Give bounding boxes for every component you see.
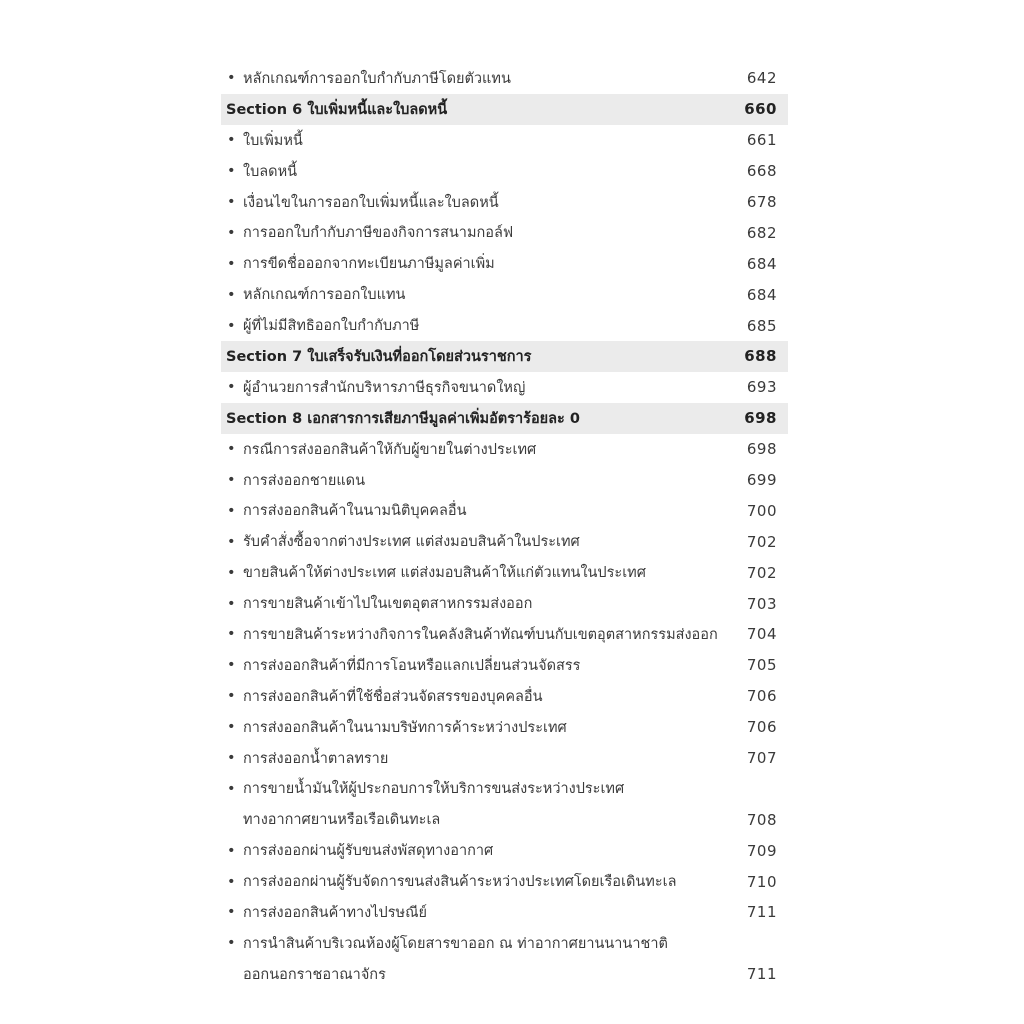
- toc-section-heading[interactable]: [221, 341, 788, 372]
- toc-entry-label: Section 8 เอกสารการเสียภาษีมูลค่าเพิ่มอัตราร้อยละ 0: [226, 410, 580, 427]
- bullet-icon: •: [227, 286, 236, 303]
- toc-entry-label: ผู้อำนวยการสำนักบริหารภาษีธุรกิจขนาดใหญ่: [243, 379, 526, 396]
- toc-entry-label: การส่งออกสินค้าในนามบริษัทการค้าระหว่างประเทศ: [243, 719, 567, 736]
- toc-item[interactable]: [221, 63, 788, 94]
- toc-entry-label: การนำสินค้าบริเวณห้องผู้โดยสารขาออก ณ ท่าอากาศยานนานาชาติ: [243, 935, 668, 952]
- toc-item[interactable]: [221, 712, 788, 743]
- toc-entry-label: การส่งออกสินค้าที่มีการโอนหรือแลกเปลี่ยนส่วนจัดสรร: [243, 657, 581, 674]
- toc-entry-label: ออกนอกราชอาณาจักร: [243, 966, 386, 983]
- toc-entry-label: Section 6 ใบเพิ่มหนี้และใบลดหนี้: [226, 101, 448, 118]
- toc-item[interactable]: [221, 310, 788, 341]
- bullet-icon: •: [227, 70, 236, 87]
- toc-page-number: 642: [746, 69, 777, 88]
- toc-page-number: 709: [746, 841, 777, 860]
- toc-entry-label: การส่งออกสินค้าที่ใช้ชื่อส่วนจัดสรรของบุคคลอื่น: [243, 688, 543, 705]
- toc-item[interactable]: [221, 835, 788, 866]
- bullet-icon: •: [227, 719, 236, 736]
- toc-item[interactable]: [221, 248, 788, 279]
- toc-page-number: 693: [746, 378, 777, 397]
- toc-page-number: 688: [744, 347, 777, 366]
- toc-entry-label: การขายสินค้าระหว่างกิจการในคลังสินค้าทัณฑ์บนกับเขตอุตสาหกรรมส่งออก: [243, 626, 718, 643]
- table-of-contents: [221, 63, 788, 990]
- toc-entry-label: การออกใบกำกับภาษีของกิจการสนามกอล์ฟ: [243, 225, 514, 242]
- toc-item[interactable]: [221, 773, 788, 804]
- toc-page-number: 685: [746, 316, 777, 335]
- toc-entry-label: ทางอากาศยานหรือเรือเดินทะเล: [243, 812, 441, 829]
- toc-page-number: 711: [746, 965, 777, 984]
- toc-entry-label: การขายน้ำมันให้ผู้ประกอบการให้บริการขนส่งระหว่างประเทศ: [243, 781, 625, 798]
- toc-item[interactable]: [221, 465, 788, 496]
- bullet-icon: •: [227, 317, 236, 334]
- toc-page-number: 698: [746, 440, 777, 459]
- toc-page-number: 705: [746, 656, 777, 675]
- bullet-icon: •: [227, 224, 236, 241]
- toc-item-continuation[interactable]: [221, 804, 788, 835]
- bullet-icon: •: [227, 935, 236, 952]
- toc-item[interactable]: [221, 279, 788, 310]
- bullet-icon: •: [227, 688, 236, 705]
- toc-page-number: 703: [746, 594, 777, 613]
- bullet-icon: •: [227, 564, 236, 581]
- bullet-icon: •: [227, 780, 236, 797]
- toc-entry-label: ผู้ที่ไม่มีสิทธิออกใบกำกับภาษี: [243, 318, 420, 335]
- toc-page-number: 706: [746, 687, 777, 706]
- toc-page-number: 704: [746, 625, 777, 644]
- bullet-icon: •: [227, 472, 236, 489]
- toc-entry-label: กรณีการส่งออกสินค้าให้กับผู้ขายในต่างประเทศ: [243, 441, 537, 458]
- toc-page-number: 684: [746, 254, 777, 273]
- toc-item[interactable]: [221, 866, 788, 897]
- toc-item[interactable]: [221, 156, 788, 187]
- toc-item[interactable]: [221, 743, 788, 774]
- bullet-icon: •: [227, 533, 236, 550]
- toc-page-number: 698: [744, 409, 777, 428]
- toc-item[interactable]: [221, 619, 788, 650]
- toc-entry-label: การส่งออกผ่านผู้รับจัดการขนส่งสินค้าระหว่างประเทศโดยเรือเดินทะเล: [243, 874, 677, 891]
- toc-item[interactable]: [221, 557, 788, 588]
- bullet-icon: •: [227, 842, 236, 859]
- toc-entry-label: ขายสินค้าให้ต่างประเทศ แต่ส่งมอบสินค้าให้แก่ตัวแทนในประเทศ: [243, 565, 646, 582]
- bullet-icon: •: [227, 595, 236, 612]
- toc-section-heading[interactable]: [221, 403, 788, 434]
- bullet-icon: •: [227, 132, 236, 149]
- toc-entry-label: การส่งออกผ่านผู้รับขนส่งพัสดุทางอากาศ: [243, 843, 494, 860]
- bullet-icon: •: [227, 904, 236, 921]
- toc-entry-label: การขีดชื่อออกจากทะเบียนภาษีมูลค่าเพิ่ม: [243, 256, 495, 273]
- toc-page-number: 700: [746, 501, 777, 520]
- toc-item[interactable]: [221, 650, 788, 681]
- toc-entry-label: การส่งออกชายแดน: [243, 472, 365, 489]
- toc-page-number: 707: [746, 749, 777, 768]
- bullet-icon: •: [227, 194, 236, 210]
- toc-item[interactable]: [221, 681, 788, 712]
- toc-page-number: 711: [746, 903, 777, 922]
- toc-entry-label: เงื่อนไขในการออกใบเพิ่มหนี้และใบลดหนี้: [243, 194, 499, 211]
- toc-entry-label: Section 7 ใบเสร็จรับเงินที่ออกโดยส่วนราชการ: [226, 348, 532, 365]
- toc-page-number: 682: [746, 223, 777, 242]
- toc-page-number: 699: [746, 471, 777, 490]
- toc-item[interactable]: [221, 897, 788, 928]
- toc-item[interactable]: [221, 434, 788, 465]
- toc-page-number: 706: [746, 718, 777, 737]
- bullet-icon: •: [227, 441, 236, 458]
- toc-item[interactable]: [221, 125, 788, 156]
- toc-item-continuation[interactable]: [221, 959, 788, 990]
- toc-entry-label: การขายสินค้าเข้าไปในเขตอุตสาหกรรมส่งออก: [243, 596, 533, 613]
- toc-page-number: 702: [746, 563, 777, 582]
- toc-entry-label: ใบเพิ่มหนี้: [243, 132, 303, 149]
- toc-entry-label: การส่งออกสินค้าในนามนิติบุคคลอื่น: [243, 503, 467, 520]
- bullet-icon: •: [227, 626, 236, 643]
- toc-entry-label: การส่งออกน้ำตาลทราย: [243, 750, 389, 767]
- toc-page-number: 661: [746, 131, 777, 150]
- toc-entry-label: หลักเกณฑ์การออกใบแทน: [243, 287, 406, 304]
- toc-page-number: 684: [746, 285, 777, 304]
- toc-item[interactable]: [221, 526, 788, 557]
- toc-item[interactable]: [221, 495, 788, 526]
- bullet-icon: •: [227, 163, 236, 180]
- bullet-icon: •: [227, 255, 236, 272]
- toc-entry-label: รับคำสั่งซื้อจากต่างประเทศ แต่ส่งมอบสินค้าในประเทศ: [243, 534, 580, 551]
- toc-item[interactable]: [221, 372, 788, 403]
- toc-item[interactable]: [221, 187, 788, 218]
- bullet-icon: •: [227, 750, 236, 767]
- toc-item[interactable]: [221, 928, 788, 959]
- toc-item[interactable]: [221, 217, 788, 248]
- toc-page-number: 708: [746, 810, 777, 829]
- toc-item[interactable]: [221, 588, 788, 619]
- toc-page-number: 710: [746, 872, 777, 891]
- toc-page-number: 660: [744, 100, 777, 119]
- toc-entry-label: หลักเกณฑ์การออกใบกำกับภาษีโดยตัวแทน: [243, 70, 511, 87]
- toc-page-number: 702: [746, 532, 777, 551]
- toc-page-number: 678: [746, 193, 777, 211]
- toc-entry-label: การส่งออกสินค้าทางไปรษณีย์: [243, 904, 428, 921]
- toc-entry-label: ใบลดหนี้: [243, 163, 298, 180]
- bullet-icon: •: [227, 379, 236, 396]
- bullet-icon: •: [227, 657, 236, 674]
- toc-page-number: 668: [746, 162, 777, 181]
- bullet-icon: •: [227, 873, 236, 890]
- toc-section-heading[interactable]: [221, 94, 788, 125]
- bullet-icon: •: [227, 502, 236, 519]
